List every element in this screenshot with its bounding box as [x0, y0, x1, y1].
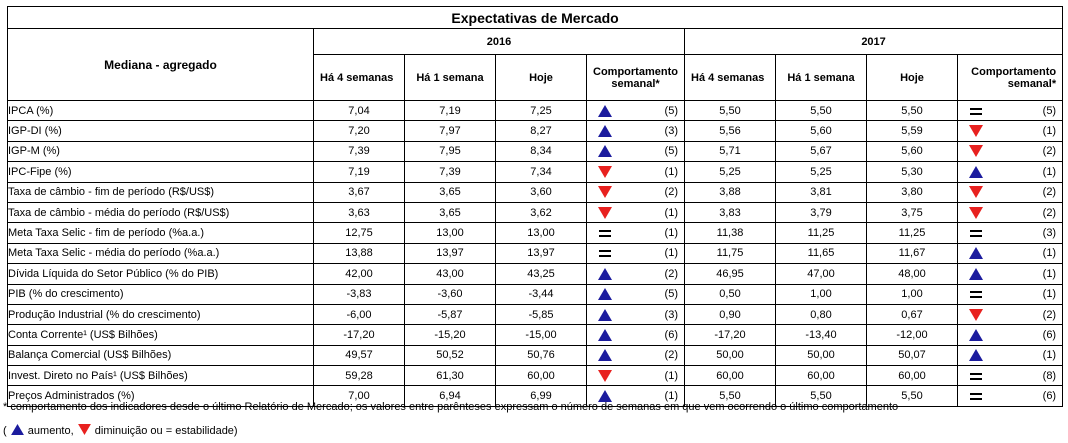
weeks-count: (5): [664, 288, 678, 301]
trend-cell-y2017: [958, 264, 1063, 284]
weeks-count: (2): [664, 186, 678, 199]
row-label: Meta Taxa Selic - média do período (%a.a.): [8, 243, 314, 263]
weeks-count: (5): [664, 145, 678, 158]
trend-cell-y2016: [587, 325, 685, 345]
value-cell-y2017-today: 5,50: [867, 386, 958, 406]
value-cell-y2016-today: 3,62: [496, 202, 587, 222]
value-cell-y2017-today: 11,67: [867, 243, 958, 263]
row-label: IPCA (%): [8, 101, 314, 121]
value-cell-y2016-w1: 6,94: [405, 386, 496, 406]
row-label: Preços Administrados (%): [8, 386, 314, 406]
table-row: [8, 243, 1063, 263]
value-cell-y2016-today: 13,97: [496, 243, 587, 263]
value-cell-y2016-today: 8,34: [496, 141, 587, 161]
value-cell-y2017-w1: 1,00: [776, 284, 867, 304]
trend-cell-y2016: [587, 366, 685, 386]
footnote: * comportamento dos indicadores desde o último Relatório de Mercado; os valores entre parênteses expressam o número de semanas em que vem ocorrendo o último comportamento: [3, 401, 899, 413]
value-cell-y2017-today: 3,75: [867, 202, 958, 222]
year-2017-header: 2017: [685, 29, 1063, 55]
value-cell-y2017-w4: 0,50: [685, 284, 776, 304]
table-row: [8, 304, 1063, 324]
down-triangle-icon: [969, 145, 983, 157]
value-cell-y2017-today: 5,30: [867, 162, 958, 182]
weeks-count: (1): [664, 369, 678, 382]
weeks-count: (2): [664, 349, 678, 362]
value-cell-y2017-w4: 60,00: [685, 366, 776, 386]
trend-cell-y2016: [587, 101, 685, 121]
value-cell-y2016-w1: 43,00: [405, 264, 496, 284]
down-triangle-icon: [969, 207, 983, 219]
trend-cell-y2016: [587, 182, 685, 202]
value-cell-y2017-w1: 5,50: [776, 101, 867, 121]
weeks-count: (1): [1042, 288, 1057, 301]
weeks-count: (1): [664, 247, 678, 260]
weeks-count: (3): [664, 125, 678, 138]
value-cell-y2017-w4: 5,50: [685, 101, 776, 121]
value-cell-y2017-w1: -13,40: [776, 325, 867, 345]
value-cell-y2017-w4: 3,88: [685, 182, 776, 202]
value-cell-y2017-w1: 11,65: [776, 243, 867, 263]
table-row: [8, 345, 1063, 365]
trend-cell-y2017: [958, 325, 1063, 345]
weeks-count: (3): [1042, 227, 1057, 240]
table-row: [8, 141, 1063, 161]
trend-cell-y2017: [958, 345, 1063, 365]
weeks-count: (6): [1042, 328, 1057, 341]
trend-cell-y2016: [587, 202, 685, 222]
legend-stable-label: = estabilidade): [165, 425, 238, 437]
value-cell-y2016-today: -15,00: [496, 325, 587, 345]
value-cell-y2016-w1: 7,97: [405, 121, 496, 141]
row-label: Dívida Líquida do Setor Público (% do PIB): [8, 264, 314, 284]
value-cell-y2017-today: 11,25: [867, 223, 958, 243]
value-cell-y2016-today: 7,34: [496, 162, 587, 182]
value-cell-y2016-w4: -3,83: [314, 284, 405, 304]
down-triangle-icon: [969, 125, 983, 137]
value-cell-y2017-today: 5,50: [867, 101, 958, 121]
weeks-count: (2): [1042, 186, 1057, 199]
value-cell-y2016-w4: 13,88: [314, 243, 405, 263]
table-row: [8, 366, 1063, 386]
value-cell-y2016-w1: -3,60: [405, 284, 496, 304]
table-row: [8, 284, 1063, 304]
value-cell-y2017-today: 0,67: [867, 304, 958, 324]
row-label: Conta Corrente¹ (US$ Bilhões): [8, 325, 314, 345]
value-cell-y2017-w4: 5,50: [685, 386, 776, 406]
value-cell-y2016-w1: 7,39: [405, 162, 496, 182]
row-label: IGP-DI (%): [8, 121, 314, 141]
col-4-weeks-2017: Há 4 semanas: [685, 55, 776, 101]
col-1-week-2017: Há 1 semana: [776, 55, 867, 101]
value-cell-y2017-today: 5,60: [867, 141, 958, 161]
value-cell-y2017-w1: 3,79: [776, 202, 867, 222]
value-cell-y2017-w4: 11,75: [685, 243, 776, 263]
trend-cell-y2017: [958, 366, 1063, 386]
year-2016-header: 2016: [314, 29, 685, 55]
weeks-count: (5): [664, 104, 678, 117]
weeks-count: (2): [664, 267, 678, 280]
value-cell-y2017-w1: 3,81: [776, 182, 867, 202]
up-triangle-icon: [598, 125, 612, 137]
trend-cell-y2016: [587, 264, 685, 284]
value-cell-y2016-w4: 7,20: [314, 121, 405, 141]
weeks-count: (8): [1042, 369, 1057, 382]
value-cell-y2016-w1: 50,52: [405, 345, 496, 365]
value-cell-y2016-w1: 61,30: [405, 366, 496, 386]
table-title: Expectativas de Mercado: [8, 7, 1063, 29]
weeks-count: (1): [664, 390, 678, 403]
weeks-count: (1): [1042, 125, 1057, 138]
value-cell-y2016-w4: 7,19: [314, 162, 405, 182]
trend-cell-y2017: [958, 121, 1063, 141]
weeks-count: (1): [664, 165, 678, 178]
trend-cell-y2016: [587, 243, 685, 263]
weeks-count: (3): [664, 308, 678, 321]
value-cell-y2016-today: 3,60: [496, 182, 587, 202]
value-cell-y2017-w4: 5,71: [685, 141, 776, 161]
table-row: [8, 101, 1063, 121]
trend-cell-y2017: [958, 304, 1063, 324]
row-label: PIB (% do crescimento): [8, 284, 314, 304]
row-label: Invest. Direto no País¹ (US$ Bilhões): [8, 366, 314, 386]
trend-cell-y2017: [958, 243, 1063, 263]
trend-cell-y2017: [958, 162, 1063, 182]
value-cell-y2017-w1: 11,25: [776, 223, 867, 243]
trend-cell-y2016: [587, 284, 685, 304]
up-triangle-icon: [969, 349, 983, 361]
value-cell-y2017-w4: 3,83: [685, 202, 776, 222]
equals-icon: [969, 227, 983, 239]
weeks-count: (1): [1042, 247, 1057, 260]
weeks-count: (6): [664, 328, 678, 341]
value-cell-y2017-w1: 47,00: [776, 264, 867, 284]
weeks-count: (1): [664, 227, 678, 240]
value-cell-y2016-w4: 59,28: [314, 366, 405, 386]
table-row: [8, 325, 1063, 345]
value-cell-y2016-today: 8,27: [496, 121, 587, 141]
value-cell-y2016-today: -3,44: [496, 284, 587, 304]
row-header: Mediana - agregado: [8, 29, 314, 101]
up-triangle-icon: [969, 268, 983, 280]
legend-open-paren: (: [3, 425, 7, 437]
value-cell-y2017-w4: 5,56: [685, 121, 776, 141]
trend-cell-y2017: [958, 182, 1063, 202]
value-cell-y2016-today: -5,85: [496, 304, 587, 324]
trend-cell-y2017: [958, 202, 1063, 222]
value-cell-y2016-w4: 3,63: [314, 202, 405, 222]
row-label: Balança Comercial (US$ Bilhões): [8, 345, 314, 365]
value-cell-y2016-today: 6,99: [496, 386, 587, 406]
value-cell-y2016-today: 13,00: [496, 223, 587, 243]
value-cell-y2017-today: 48,00: [867, 264, 958, 284]
value-cell-y2016-w4: 7,04: [314, 101, 405, 121]
value-cell-y2016-w4: 12,75: [314, 223, 405, 243]
trend-cell-y2017: [958, 386, 1063, 406]
weeks-count: (1): [1042, 349, 1057, 362]
col-today-2017: Hoje: [867, 55, 958, 101]
col-weekly-behavior-2016: Comportamento semanal*: [587, 55, 685, 101]
value-cell-y2017-today: 1,00: [867, 284, 958, 304]
col-weekly-behavior-2017: Comportamento semanal*: [958, 55, 1063, 101]
value-cell-y2016-w1: -15,20: [405, 325, 496, 345]
value-cell-y2016-w1: 3,65: [405, 182, 496, 202]
value-cell-y2017-w1: 5,60: [776, 121, 867, 141]
row-label: IGP-M (%): [8, 141, 314, 161]
value-cell-y2017-today: -12,00: [867, 325, 958, 345]
row-label: IPC-Fipe (%): [8, 162, 314, 182]
down-triangle-icon: [598, 207, 612, 219]
value-cell-y2016-w4: 7,39: [314, 141, 405, 161]
value-cell-y2016-w4: 49,57: [314, 345, 405, 365]
up-triangle-icon: [598, 309, 612, 321]
up-triangle-icon: [11, 424, 24, 438]
up-triangle-icon: [969, 329, 983, 341]
value-cell-y2017-w4: -17,20: [685, 325, 776, 345]
weeks-count: (1): [1042, 165, 1057, 178]
value-cell-y2016-w1: 13,00: [405, 223, 496, 243]
down-triangle-icon: [598, 370, 612, 382]
col-4-weeks-2016: Há 4 semanas: [314, 55, 405, 101]
up-triangle-icon: [598, 329, 612, 341]
equals-icon: [598, 227, 612, 239]
trend-cell-y2017: [958, 284, 1063, 304]
value-cell-y2017-today: 3,80: [867, 182, 958, 202]
table-row: [8, 121, 1063, 141]
value-cell-y2016-w1: 7,95: [405, 141, 496, 161]
value-cell-y2016-today: 43,25: [496, 264, 587, 284]
down-triangle-icon: [598, 186, 612, 198]
row-label: Produção Industrial (% do crescimento): [8, 304, 314, 324]
up-triangle-icon: [598, 268, 612, 280]
table-body: [8, 101, 1063, 407]
value-cell-y2016-w4: -17,20: [314, 325, 405, 345]
value-cell-y2017-today: 50,07: [867, 345, 958, 365]
value-cell-y2016-w1: 13,97: [405, 243, 496, 263]
value-cell-y2016-w4: 7,00: [314, 386, 405, 406]
trend-cell-y2016: [587, 304, 685, 324]
value-cell-y2017-w4: 46,95: [685, 264, 776, 284]
up-triangle-icon: [969, 166, 983, 178]
up-triangle-icon: [598, 145, 612, 157]
row-label: Meta Taxa Selic - fim de período (%a.a.): [8, 223, 314, 243]
col-1-week-2016: Há 1 semana: [405, 55, 496, 101]
value-cell-y2017-w1: 50,00: [776, 345, 867, 365]
weeks-count: (1): [664, 206, 678, 219]
value-cell-y2016-w1: -5,87: [405, 304, 496, 324]
value-cell-y2016-w1: 3,65: [405, 202, 496, 222]
value-cell-y2017-w4: 5,25: [685, 162, 776, 182]
value-cell-y2017-w1: 60,00: [776, 366, 867, 386]
market-expectations-table: [7, 6, 1063, 407]
down-triangle-icon: [78, 424, 91, 438]
legend-up-label: aumento,: [27, 425, 74, 437]
up-triangle-icon: [969, 247, 983, 259]
equals-icon: [969, 390, 983, 402]
row-label: Taxa de câmbio - fim de período (R$/US$): [8, 182, 314, 202]
value-cell-y2016-w4: 42,00: [314, 264, 405, 284]
equals-icon: [969, 105, 983, 117]
up-triangle-icon: [598, 349, 612, 361]
value-cell-y2017-today: 5,59: [867, 121, 958, 141]
value-cell-y2017-w1: 5,67: [776, 141, 867, 161]
trend-cell-y2016: [587, 162, 685, 182]
down-triangle-icon: [969, 309, 983, 321]
table-row: [8, 182, 1063, 202]
weeks-count: (1): [1042, 267, 1057, 280]
weeks-count: (6): [1042, 390, 1057, 403]
legend-down-label: diminuição ou: [94, 425, 163, 437]
equals-icon: [598, 247, 612, 259]
up-triangle-icon: [598, 105, 612, 117]
table-row: [8, 264, 1063, 284]
value-cell-y2017-w4: 50,00: [685, 345, 776, 365]
trend-cell-y2016: [587, 345, 685, 365]
weeks-count: (5): [1042, 104, 1057, 117]
equals-icon: [969, 370, 983, 382]
equals-icon: [969, 288, 983, 300]
weeks-count: (2): [1042, 145, 1057, 158]
value-cell-y2017-w1: 0,80: [776, 304, 867, 324]
value-cell-y2017-w4: 11,38: [685, 223, 776, 243]
trend-cell-y2017: [958, 223, 1063, 243]
trend-cell-y2017: [958, 101, 1063, 121]
legend: [3, 424, 238, 438]
col-today-2016: Hoje: [496, 55, 587, 101]
trend-cell-y2016: [587, 223, 685, 243]
weeks-count: (2): [1042, 206, 1057, 219]
value-cell-y2017-w1: 5,25: [776, 162, 867, 182]
table-row: [8, 162, 1063, 182]
value-cell-y2016-today: 50,76: [496, 345, 587, 365]
row-label: Taxa de câmbio - média do período (R$/US$): [8, 202, 314, 222]
up-triangle-icon: [598, 288, 612, 300]
trend-cell-y2017: [958, 141, 1063, 161]
trend-cell-y2016: [587, 121, 685, 141]
value-cell-y2016-w4: 3,67: [314, 182, 405, 202]
down-triangle-icon: [969, 186, 983, 198]
value-cell-y2017-today: 60,00: [867, 366, 958, 386]
trend-cell-y2016: [587, 141, 685, 161]
table-row: [8, 202, 1063, 222]
weeks-count: (2): [1042, 308, 1057, 321]
value-cell-y2016-w4: -6,00: [314, 304, 405, 324]
value-cell-y2016-w1: 7,19: [405, 101, 496, 121]
table-row: [8, 223, 1063, 243]
value-cell-y2016-today: 60,00: [496, 366, 587, 386]
value-cell-y2016-today: 7,25: [496, 101, 587, 121]
value-cell-y2017-w1: 5,50: [776, 386, 867, 406]
down-triangle-icon: [598, 166, 612, 178]
value-cell-y2017-w4: 0,90: [685, 304, 776, 324]
